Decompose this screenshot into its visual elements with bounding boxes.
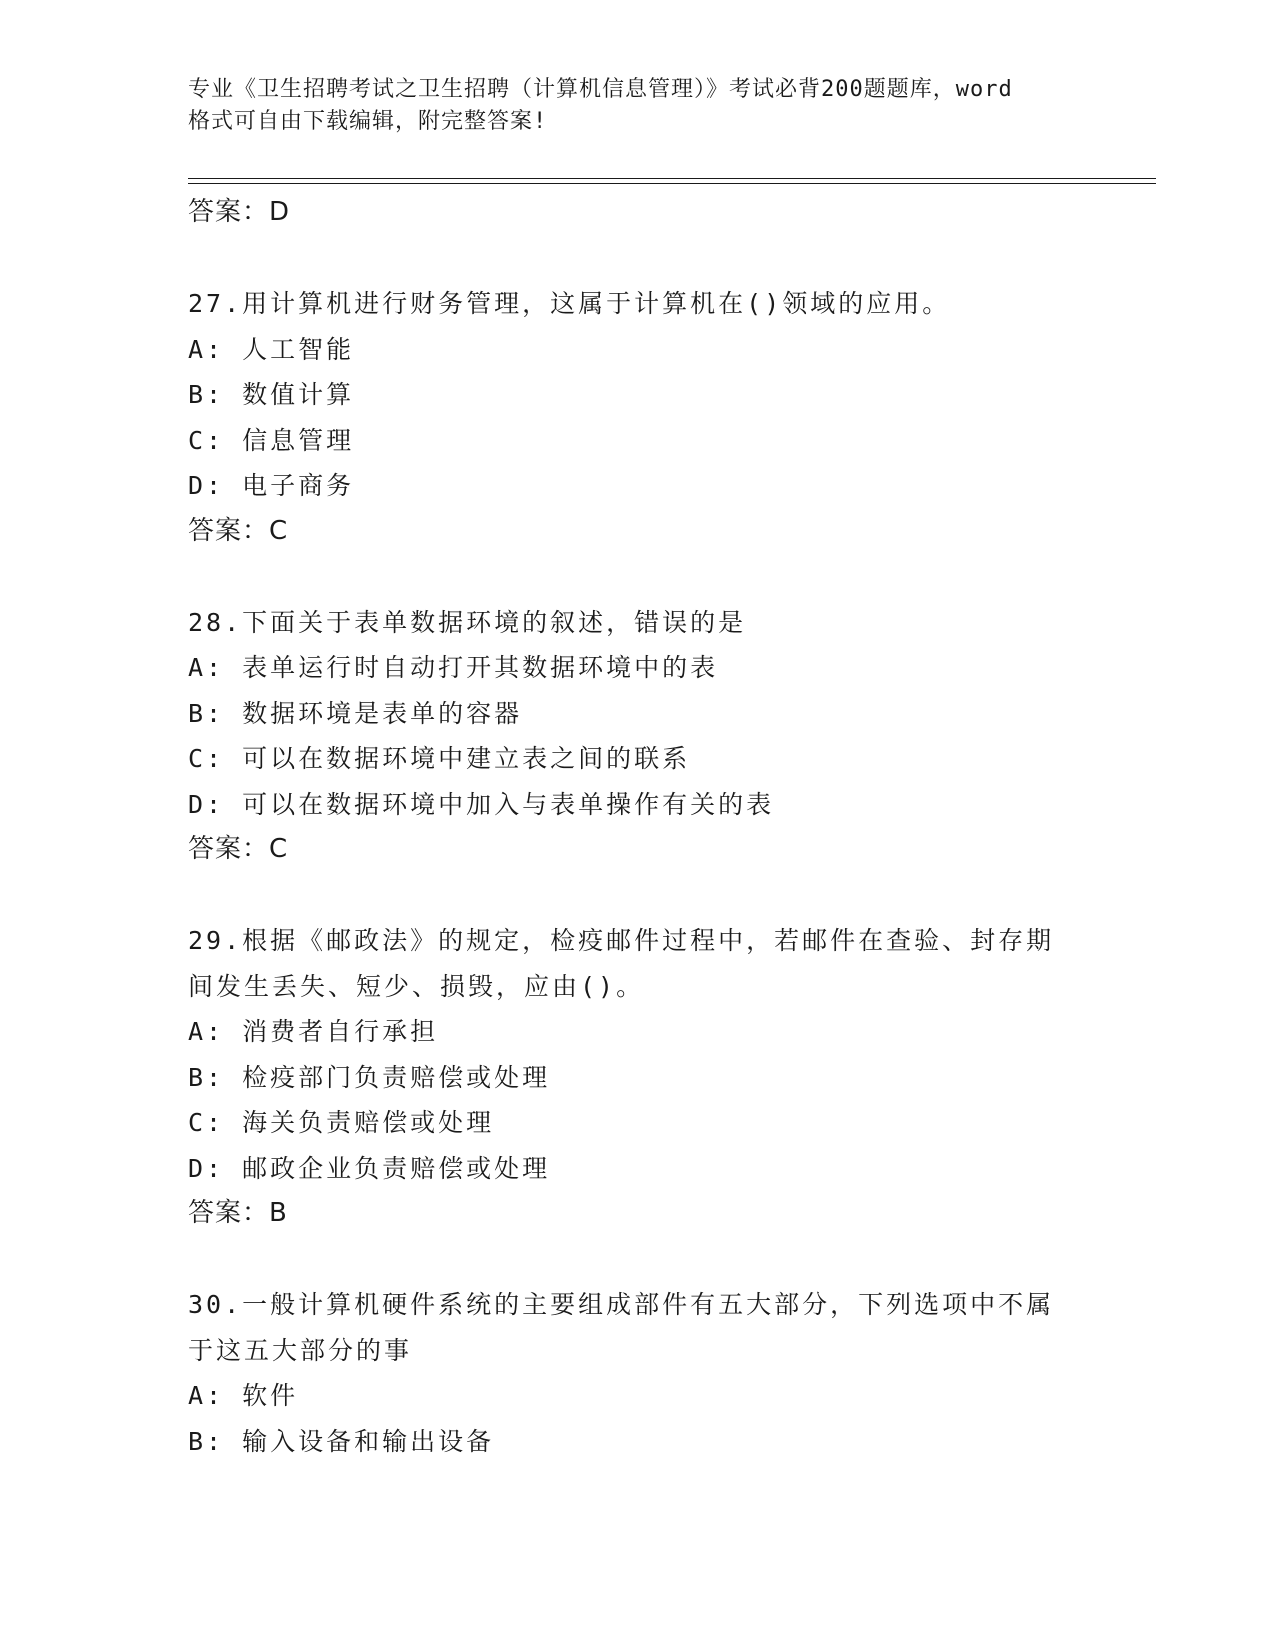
question-answer: 答案：C [188,834,289,864]
spacer [188,873,1088,919]
document-header [188,74,1088,138]
question-27 [188,281,1088,554]
spacer [188,1237,1088,1283]
option-c: C: 可以在数据环境中建立表之间的联系 [188,744,691,773]
option-a: A: 消费者自行承担 [188,1017,439,1046]
option-a: A: 软件 [188,1381,299,1410]
question-stem-line-1: 30.一般计算机硬件系统的主要组成部件有五大部分，下列选项中不属 [188,1290,1055,1319]
option-a: A: 人工智能 [188,334,355,364]
spacer [188,554,1088,600]
question-29 [188,918,1088,1237]
option-b: B: 输入设备和输出设备 [188,1426,495,1456]
option-d: D: 可以在数据环境中加入与表单操作有关的表 [188,789,775,819]
question-stem: 28.下面关于表单数据环境的叙述，错误的是 [188,607,747,637]
question-30 [188,1282,1088,1464]
option-d: D: 电子商务 [188,471,355,500]
option-c: C: 信息管理 [188,425,355,455]
question-stem-line-1: 29.根据《邮政法》的规定，检疫邮件过程中，若邮件在查验、封存期 [188,926,1055,955]
question-stem: 27.用计算机进行财务管理，这属于计算机在()领域的应用。 [188,289,951,318]
question-28 [188,600,1088,873]
header-line-2: 格式可自由下载编辑，附完整答案! [188,109,548,134]
question-stem-line-2: 间发生丢失、短少、损毁，应由()。 [188,971,645,1001]
option-b: B: 检疫部门负责赔偿或处理 [188,1062,551,1092]
question-stem-line-2: 于这五大部分的事 [188,1335,413,1365]
option-b: B: 数值计算 [188,380,355,409]
header-divider-top [188,178,1156,179]
option-d: D: 邮政企业负责赔偿或处理 [188,1153,551,1183]
spacer [188,236,1088,282]
option-c: C: 海关负责赔偿或处理 [188,1108,495,1137]
previous-answer: 答案：D [188,197,291,227]
question-list [188,190,1088,1464]
option-b: B: 数据环境是表单的容器 [188,698,523,728]
question-answer: 答案：B [188,1198,288,1228]
question-answer: 答案：C [188,515,289,546]
header-divider-bottom [188,183,1156,184]
option-a: A: 表单运行时自动打开其数据环境中的表 [188,653,719,682]
header-line-1: 专业《卫生招聘考试之卫生招聘（计算机信息管理）》考试必背200题题库，word [188,77,1013,102]
